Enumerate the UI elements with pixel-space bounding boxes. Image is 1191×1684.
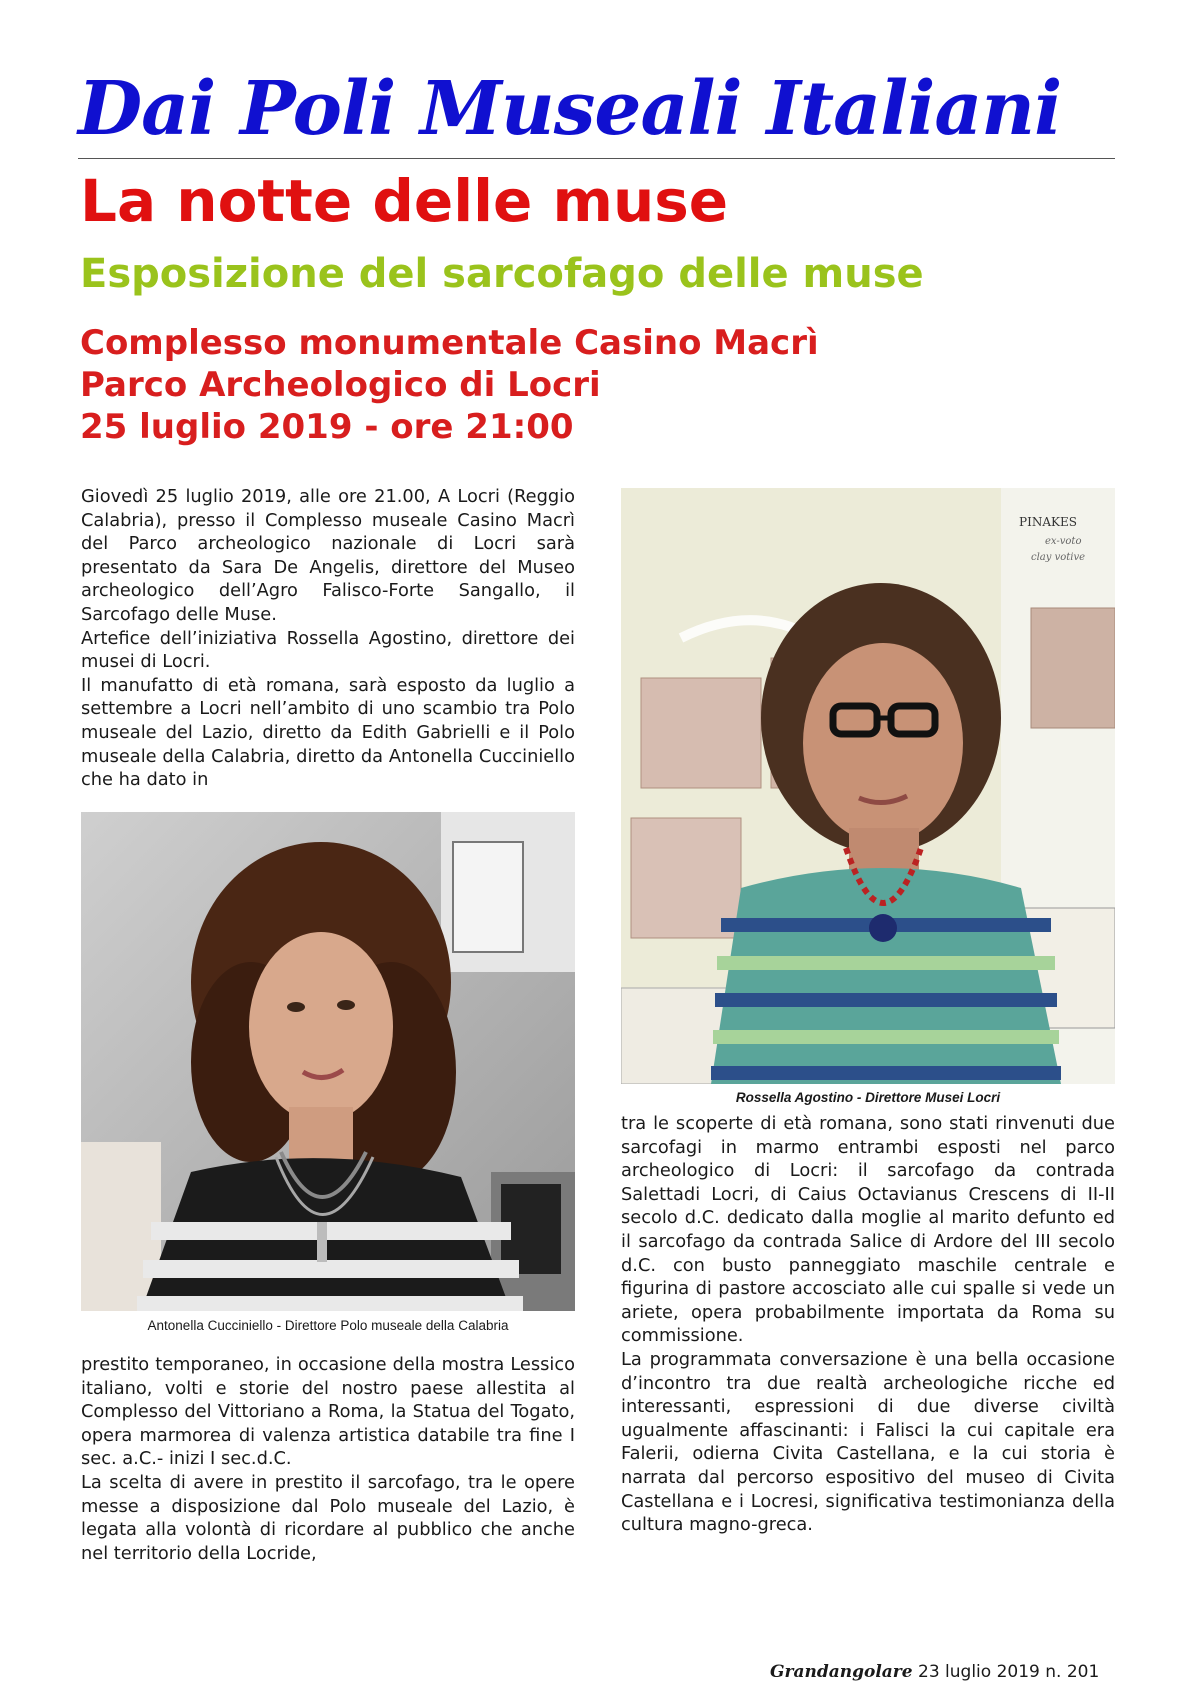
paragraph: La programmata conversazione è una bella occasione d’incontro tra due realtà archeologiche ricche ed interessanti, espressioni di due diverse civiltà ugualmente affascinanti: i Falisci la cui capitale era Falerii, odierna Civita Castellana, e la cui storia è narrata dal percorso espositivo del museo di Civita Castellana e i Locresi, significativa testimonianza della cultura magno-greca.	[621, 1348, 1115, 1536]
masthead: Dai Poli Museali Italiani	[78, 66, 1062, 152]
venue-block	[80, 322, 819, 448]
photo-caption-right: Rossella Agostino - Direttore Musei Locri	[735, 1090, 1001, 1105]
article-title: La notte delle muse	[80, 167, 729, 235]
venue-line: Parco Archeologico di Locri	[80, 365, 601, 405]
paragraph: Giovedì 25 luglio 2019, alle ore 21.00, A Locri (Reggio Calabria), presso il Complesso museale Casino Macrì del Parco archeologico nazionale di Locri sarà presentato da Sara De Angelis, direttore del Museo archeologico dell’Agro Falisco-Forte Sangallo, il Sarcofago delle Muse.	[81, 486, 575, 625]
column-1-bottom-text	[81, 1353, 575, 1565]
photo-antonella-cucciniello	[81, 812, 575, 1311]
paragraph: Artefice dell’iniziativa Rossella Agostino, direttore dei musei di Locri.	[81, 627, 575, 673]
paragraph: tra le scoperte di età romana, sono stati rinvenuti due sarcofagi in marmo entrambi esposti nel parco archeologico di Locri: il sarcofago da contrada Salettadi Locri, di Caius Octavianus Crescens di II-II secolo d.C. dedicato dalla moglie al marito defunto ed il sarcofago da contrada Salice di Ardore del III secolo d.C. con busto panneggiato maschile centrale e figurina di pastore accosciato alle cui spalle si vede un ariete, opera probabilmente importata da Roma su commissione.	[621, 1113, 1115, 1347]
header-divider	[78, 158, 1115, 159]
wall-label: clay votive	[1031, 552, 1086, 563]
portrait-woman-curly-hair	[81, 812, 575, 1311]
column-2-text	[621, 1112, 1115, 1537]
column-1-top-text	[81, 485, 575, 792]
paragraph: prestito temporaneo, in occasione della mostra Lessico italiano, volti e storie del nostro paese allestita al Complesso del Vittoriano a Roma, la Statua del Togato, opera marmorea di valenza artistica databile tra fine I sec. a.C.- inizi I sec.d.C.	[81, 1354, 575, 1470]
wall-label: PINAKES	[1019, 515, 1077, 529]
wall-label: ex-voto	[1045, 536, 1082, 547]
photo-caption-left: Antonella Cucciniello - Direttore Polo museale della Calabria	[147, 1318, 509, 1333]
paragraph: La scelta di avere in prestito il sarcofago, tra le opere messe a disposizione dal Polo museale del Lazio, è legata alla volontà di ricordare al pubblico che anche nel territorio della Locride,	[81, 1471, 575, 1564]
page-footer	[770, 1662, 1099, 1682]
article-subtitle: Esposizione del sarcofago delle muse	[80, 251, 924, 297]
issue-info: 23 luglio 2019 n. 201	[918, 1662, 1100, 1682]
photo-rossella-agostino	[621, 488, 1115, 1084]
publication-name: Grandangolare	[770, 1662, 913, 1682]
venue-line: Complesso monumentale Casino Macrì	[80, 323, 819, 363]
paragraph: Il manufatto di età romana, sarà esposto da luglio a settembre a Locri nell’ambito di uno scambio tra Polo museale del Lazio, diretto da Edith Gabrielli e il Polo museale della Calabria, diretto da Antonella Cucciniello che ha dato in	[81, 674, 575, 791]
venue-date-line: 25 luglio 2019 - ore 21:00	[80, 407, 574, 447]
portrait-woman-glasses-museum	[621, 488, 1115, 1084]
